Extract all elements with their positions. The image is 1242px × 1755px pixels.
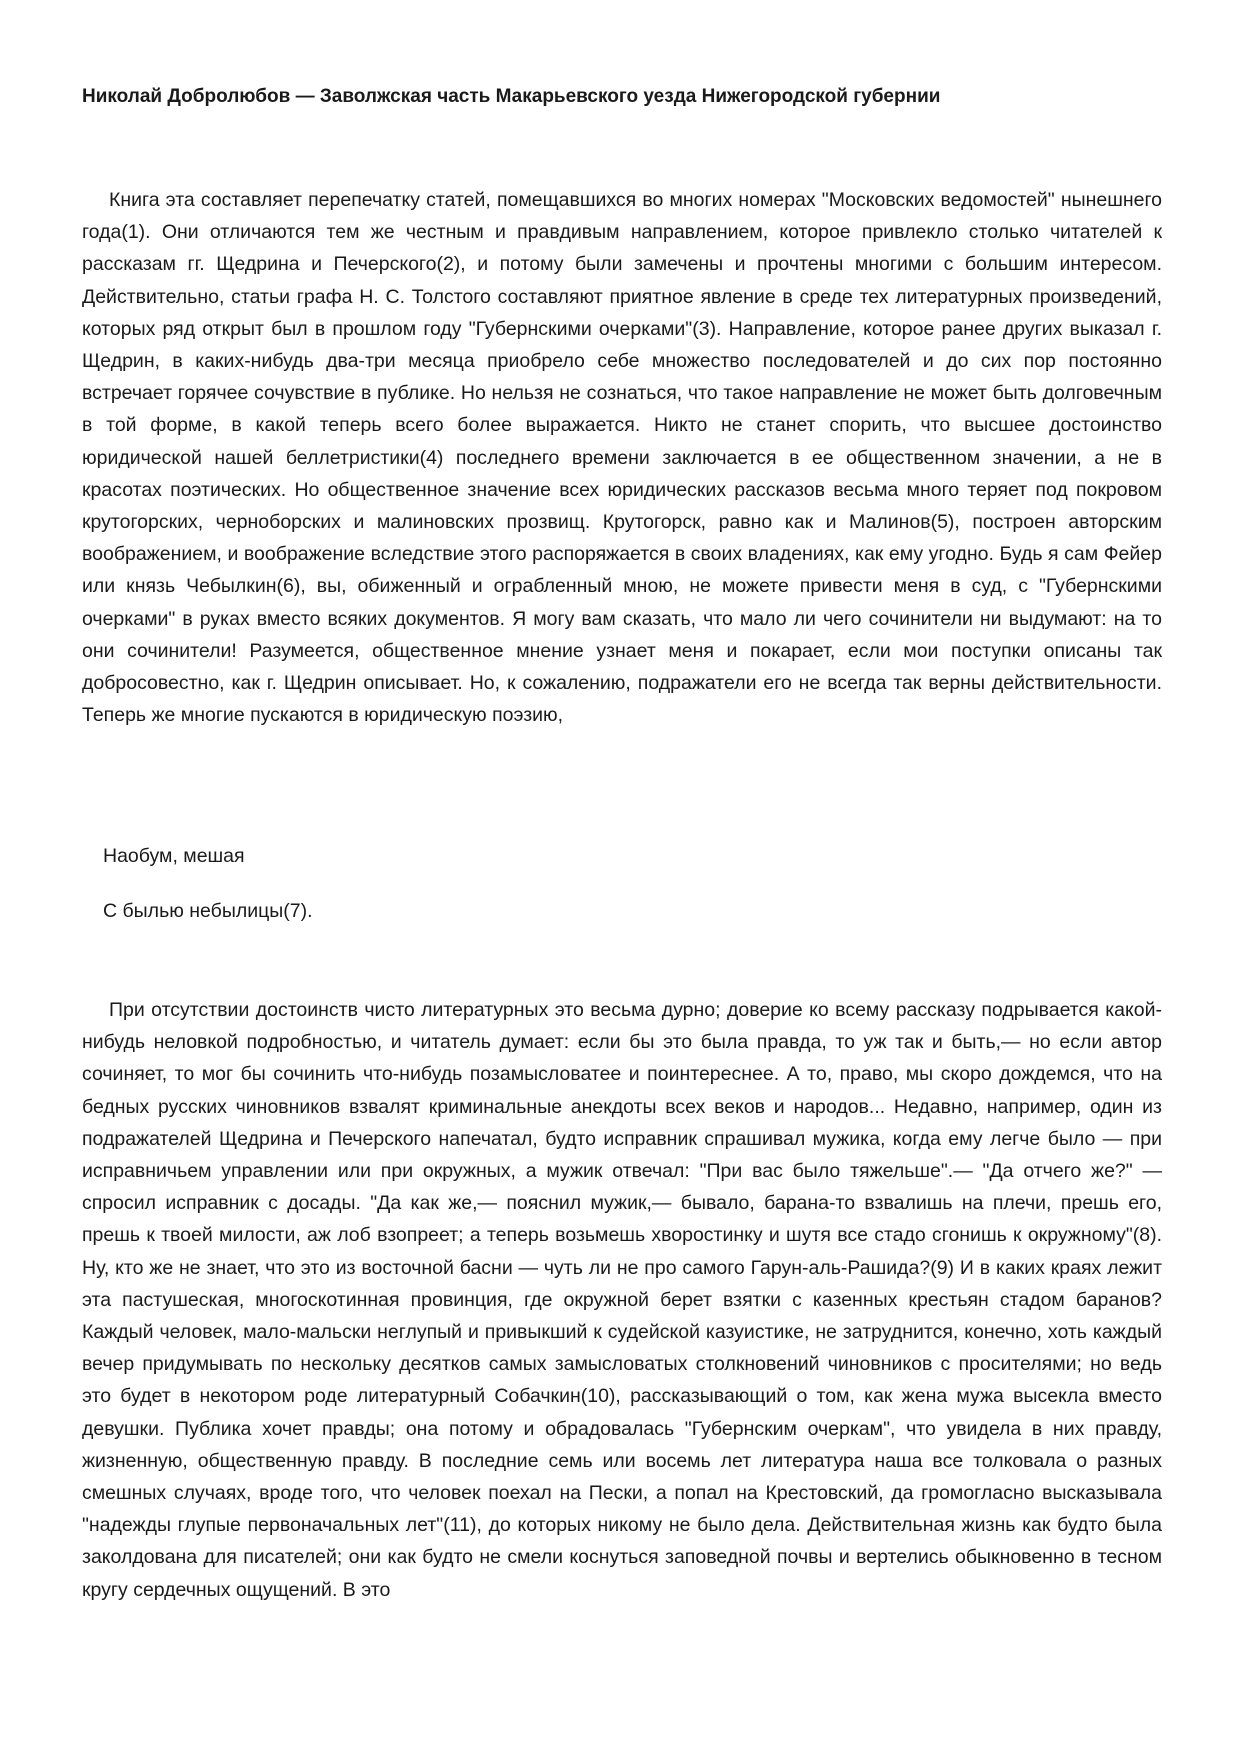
body-paragraph-1: Книга эта составляет перепечатку статей, помещавшихся во многих номерах "Московских ведомостей" нынешнего года(1). Они отличаются тем же честным и правдивым направлением, которое привлекло столько читателей к рассказам гг. Щедрина и Печерского(2), и потому были замечены и прочтены многими с большим интересом. Действительно, статьи графа Н. С. Толстого составляют приятное явление в среде тех литературных произведений, которых ряд открыт был в прошлом году "Губернскими очерками"(3). Направление, которое ранее других выказал г. Щедрин, в каких-нибудь два-три месяца приобрело себе множество последователей и до сих пор постоянно встречает горячее сочувствие в публике. Но нельзя не сознаться, что такое направление не может быть долговечным в той форме, в какой теперь всего более выражается. Никто не станет спорить, что высшее достоинство юридической нашей беллетристики(4) последнего времени заключается в ее общественном значении, а не в красотах поэтических. Но общественное значение всех юридических рассказов весьма много теряет под покровом крутогорских, черноборских и малиновских прозвищ. Крутогорск, равно как и Малинов(5), построен авторским воображением, и воображение вследствие этого распоряжается в своих владениях, как ему угодно. Будь я сам Фейер или князь Чебылкин(6), вы, обиженный и ограбленный мною, не можете привести меня в суд, с "Губернскими очерками" в руках вместо всяких документов. Я могу вам сказать, что мало ли чего сочинители ни выдумают: на то они сочинители! Разумеется, общественное мнение узнает меня и покарает, если мои поступки описаны так добросовестно, как г. Щедрин описывает. Но, к сожалению, подражатели его не всегда так верны действительности. Теперь же многие пускаются в юридическую поэзию, xyxy=(82,189,1162,727)
verse-line-2: С былью небылицы(7). xyxy=(103,900,313,922)
body-paragraph-2: При отсутствии достоинств чисто литературных это весьма дурно; доверие ко всему рассказу подрывается какой-нибудь неловкой подробностью, и читатель думает: если бы это была правда, то уж так и быть,— но если автор сочиняет, то мог бы сочинить что-нибудь позамысловатее и поинтереснее. А то, право, мы скоро дождемся, что на бедных русских чиновников взвалят криминальные анекдоты всех веков и народов... Недавно, например, один из подражателей Щедрина и Печерского напечатал, будто исправник спрашивал мужика, когда ему легче было — при исправничьем управлении или при окружных, а мужик отвечал: "При вас было тяжельше".— "Да отчего же?" — спросил исправник с досады. "Да как же,— пояснил мужик,— бывало, барана-то взвалишь на плечи, прешь его, прешь к твоей милости, аж лоб взопреет; а теперь возьмешь хворостинку и шутя все стадо сгонишь к окружному"(8). Ну, кто же не знает, что это из восточной басни — чуть ли не про самого Гарун-аль-Рашида?(9) И в каких краях лежит эта пастушеская, многоскотинная провинция, где окружной берет взятки с казенных крестьян стадом баранов? Каждый человек, мало-мальски неглупый и привыкший к судейской казуистике, не затруднится, конечно, хоть каждый вечер придумывать по нескольку десятков самых замысловатых столкновений чиновников с просителями; но ведь это будет в некотором роде литературный Собачкин(10), рассказывающий о том, как жена мужа высекла вместо девушки. Публика хочет правды; она потому и обрадовалась "Губернским очеркам", что увидела в них правду, жизненную, общественную правду. В последние семь или восемь лет литература наша все толковала о разных смешных случаях, вроде того, что человек поехал на Пески, а попал на Крестовский, да громогласно высказывала "надежды глупые первоначальных лет"(11), до которых никому не было дела. Действительная жизнь как будто была заколдована для писателей; они как будто не смели коснуться заповедной почвы и вертелись обыкновенно в тесном кругу сердечных ощущений. В это xyxy=(82,999,1162,1601)
verse-line-1: Наобум, мешая xyxy=(103,845,245,867)
document-title: Николай Добролюбов — Заволжская часть Макарьевского уезда Нижегородской губернии xyxy=(82,86,941,107)
